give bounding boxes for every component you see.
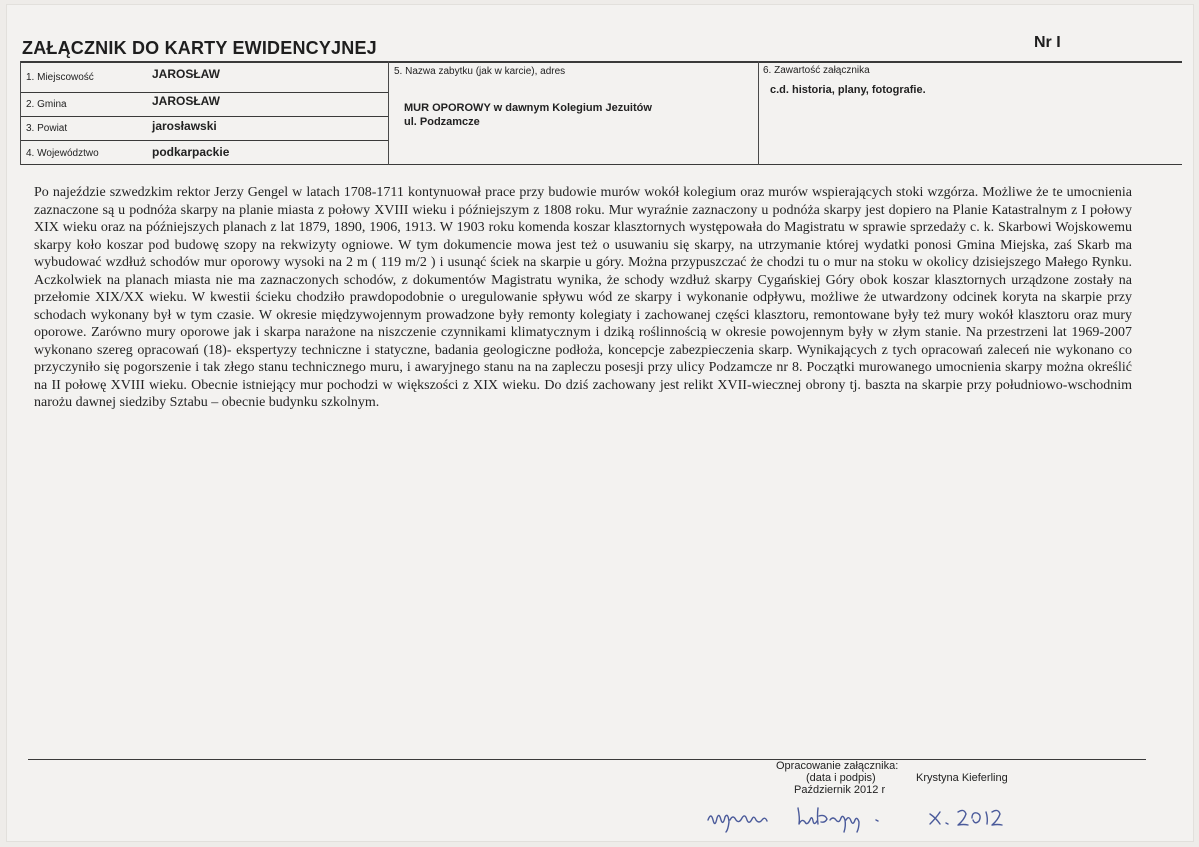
column-divider-1 bbox=[388, 61, 389, 165]
row-divider-3 bbox=[20, 140, 388, 141]
field-value-miejscowosc: JAROSŁAW bbox=[152, 67, 221, 81]
field-value-gmina: JAROSŁAW bbox=[152, 94, 221, 108]
footer-label-data-podpis: (data i podpis) bbox=[806, 772, 876, 784]
table-left-border bbox=[20, 61, 21, 165]
document-number: Nr I bbox=[1034, 34, 1061, 51]
footer-label-opracowanie: Opracowanie załącznika: bbox=[776, 760, 899, 772]
field-value-nazwa-zabytku: MUR OPOROWY w dawnym Kolegium Jezuitów bbox=[404, 102, 652, 114]
field-label-gmina: 2. Gmina bbox=[26, 99, 67, 110]
row-divider-1 bbox=[20, 92, 388, 93]
row-divider-2 bbox=[20, 116, 388, 117]
field-label-wojewodztwo: 4. Województwo bbox=[26, 148, 99, 159]
field-value-powiat: jarosławski bbox=[152, 119, 217, 133]
field-value-zawartosc: c.d. historia, plany, fotografie. bbox=[770, 84, 926, 96]
field-label-nazwa-zabytku: 5. Nazwa zabytku (jak w karcie), adres bbox=[394, 66, 566, 77]
column-divider-2 bbox=[758, 61, 759, 165]
field-label-powiat: 3. Powiat bbox=[26, 123, 68, 134]
footer-author: Krystyna Kieferling bbox=[916, 772, 1008, 784]
field-label-zawartosc: 6. Zawartość załącznika bbox=[763, 65, 870, 76]
field-label-miejscowosc: 1. Miejscowość bbox=[26, 72, 94, 83]
document-title: ZAŁĄCZNIK DO KARTY EWIDENCYJNEJ bbox=[22, 38, 377, 58]
history-text bbox=[34, 184, 1132, 412]
history-paragraph: Po najeździe szwedzkim rektor Jerzy Gengel w latach 1708-1711 kontynuował prace przy budowie murów wokół kolegium oraz murów wspierających stoki wzgórza. Możliwe że te umocnienia zaznaczone są u podnóża skarpy na planie miasta z połowy XVIII wieku i późniejszym z 1808 roku. Mur wyraźnie zaznaczony u podnóża skarpy jest dopiero na Planie Katastralnym z I połowy XIX wieku oraz na późniejszych planach z lat 1879, 1890, 1906, 1913. W 1903 roku komenda koszar klasztornych występowała do Magistratu w sprawie sprzedaży c. k. Skarbowi Wojskowemu skarpy koło koszar pod budowę szopy na rekwizyty ogniowe. W tym dokumencie mowa jest też o usuwaniu się skarpy, na utrzymanie której wydatki ponosi Gmina Miejska, zaś Skarb ma wybudować wzdłuż schodów mur oporowy wysoki na 2 m ( 119 m/2 ) i usunąć ściek na skarpie u góry. Można przypuszczać że chodzi tu o mur na stoku w okolicy dzisiejszego Małego Rynku. Aczkolwiek na planach miasta nie ma zaznaczonych schodów, z dokumentów Magistratu wynika, że schody wzdłuż skarpy Cygańskiej Góry obok koszar klasztornych urządzone zostały na przełomie XIX/XX wieku. W kwestii ścieku chodziło prawdopodobnie o uregulowanie spływu wód ze skarpy i wykonanie odpływu, możliwe że utwardzony odcinek koryta na skarpie przy schodach wykonany był w tym czasie. W okresie międzywojennym prowadzone były remonty kolegiaty i zachowanej części klasztoru, remontowane były też mury wokół klasztoru oraz mury oporowe. Zarówno mury oporowe jak i skarpa narażone na niszczenie czynnikami klimatycznym i dziką roślinnością w okresie powojennym były w złym stanie. Na przestrzeni lat 1969-2007 wykonano szereg opracowań (18)- ekspertyzy techniczne i statyczne, badania geologiczne podłoża, koncepcje zabezpieczenia skarp. Wynikających z tych opracowań zaleceń nie wykonano co przyczyniło się pogorszenie i tak złego stanu technicznego muru, i awaryjnego stanu na na zapleczu posesji przy ulicy Podzamcze nr 8. Początki murowanego umocnienia skarpy można określić na II połowę XVIII wieku. Obecnie istniejący mur pochodzi w większości z XIX wieku. Do dziś zachowany jest relikt XVII-wiecznej obrony tj. baszta na skarpie przy południowo-wschodnim narożu dawnej siedziby Sztabu – obecnie budynku szkolnym. bbox=[34, 185, 1132, 410]
field-value-adres: ul. Podzamcze bbox=[404, 116, 480, 128]
handwritten-signature bbox=[706, 798, 1006, 838]
footer-rule bbox=[28, 759, 1146, 760]
table-bottom-rule bbox=[20, 164, 1182, 165]
footer-date: Październik 2012 r bbox=[794, 784, 886, 796]
header-top-rule bbox=[20, 61, 1182, 63]
field-value-wojewodztwo: podkarpackie bbox=[152, 145, 230, 159]
